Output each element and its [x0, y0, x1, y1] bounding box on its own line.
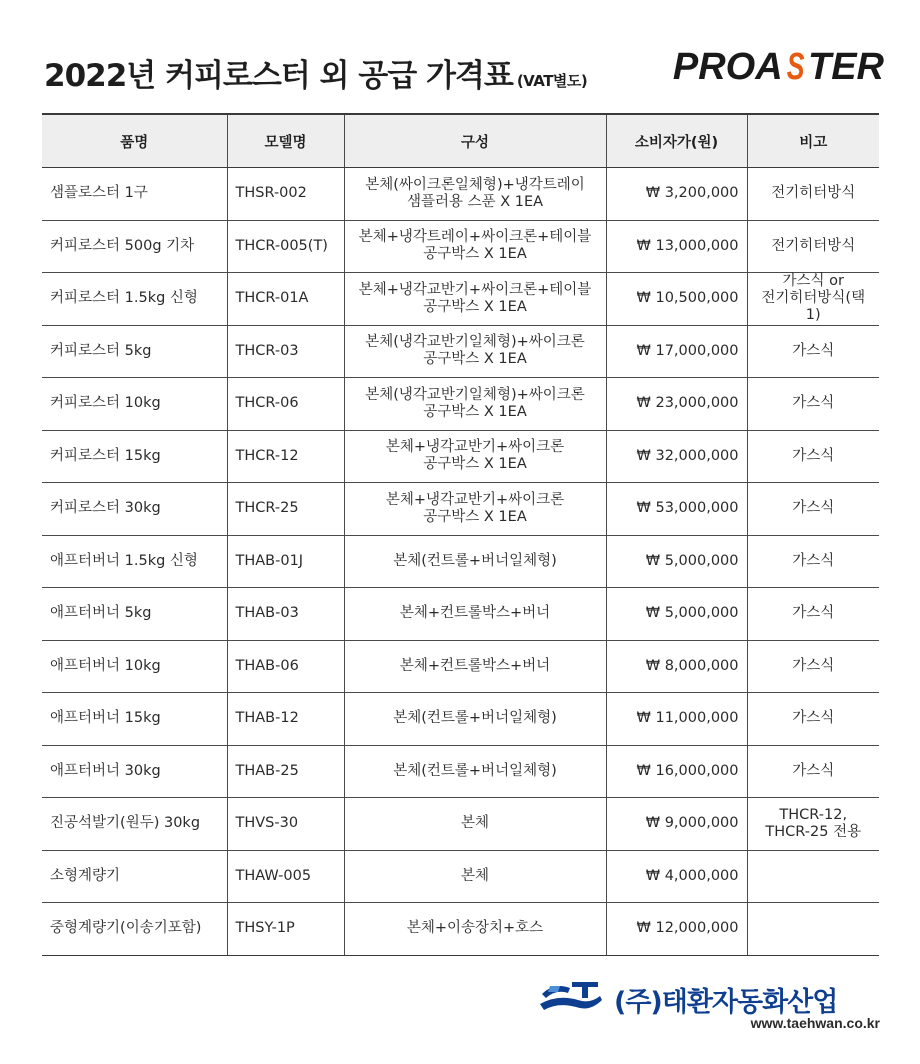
cell-price — [606, 535, 747, 588]
cell-note — [747, 535, 879, 588]
cell-price-text: ₩ 8,000,000 — [645, 657, 739, 674]
cell-note — [747, 640, 879, 693]
cell-note-text: 전기히터방식 — [771, 237, 856, 254]
table-row — [42, 640, 879, 693]
cell-composition-text: 본체+냉각교반기+싸이크론 공구박스 X 1EA — [385, 491, 565, 525]
cell-composition-text: 본체(싸이크론일체형)+냉각트레이 샘플러용 스푼 X 1EA — [365, 176, 585, 210]
cell-note — [747, 693, 879, 746]
cell-price-text: ₩ 4,000,000 — [645, 867, 739, 884]
cell-note-text: 전기히터방식 — [771, 185, 856, 202]
cell-model-text: THSR-002 — [235, 185, 307, 202]
cell-composition — [344, 168, 606, 221]
cell-name-text: 애프터버너 1.5kg 신형 — [50, 552, 198, 569]
cell-price — [606, 325, 747, 378]
cell-price-text: ₩ 53,000,000 — [636, 500, 739, 517]
cell-name-text: 커피로스터 5kg — [50, 342, 152, 359]
cell-model — [227, 693, 344, 746]
cell-composition-text: 본체+냉각교반기+싸이크론+테이블 공구박스 X 1EA — [358, 281, 592, 315]
cell-composition — [344, 430, 606, 483]
cell-price-text: ₩ 16,000,000 — [636, 762, 739, 779]
cell-name — [42, 850, 227, 903]
cell-model — [227, 850, 344, 903]
cell-note-text: 가스식 — [792, 710, 835, 727]
cell-model — [227, 220, 344, 273]
cell-model — [227, 640, 344, 693]
cell-price-text: ₩ 3,200,000 — [645, 185, 739, 202]
company-url: www.taehwan.co.kr — [750, 1015, 880, 1031]
table-row — [42, 535, 879, 588]
cell-model-text: THAW-005 — [235, 867, 312, 884]
cell-name-text: 애프터버너 5kg — [50, 605, 152, 622]
cell-model — [227, 273, 344, 326]
cell-model-text: THSY-1P — [235, 920, 295, 937]
header — [44, 40, 884, 104]
cell-composition-text: 본체 — [460, 867, 489, 884]
cell-model-text: THAB-01J — [235, 552, 304, 569]
table-body — [42, 168, 879, 956]
cell-model-text: THAB-03 — [235, 605, 299, 622]
cell-composition — [344, 378, 606, 431]
cell-note-text: 가스식 — [792, 395, 835, 412]
cell-model — [227, 798, 344, 851]
cell-name — [42, 640, 227, 693]
cell-note — [747, 798, 879, 851]
cell-name-text: 커피로스터 1.5kg 신형 — [50, 290, 198, 307]
column-header-composition: 구성 — [344, 114, 606, 168]
cell-composition-text: 본체(컨트롤+버너일체형) — [393, 762, 557, 779]
cell-composition-text: 본체+컨트롤박스+버너 — [399, 657, 551, 674]
cell-name — [42, 483, 227, 536]
cell-model — [227, 430, 344, 483]
cell-price — [606, 850, 747, 903]
company-name: (주)태환자동화산업 — [614, 987, 838, 1018]
cell-name-text: 커피로스터 10kg — [50, 395, 161, 412]
cell-composition — [344, 273, 606, 326]
cell-name — [42, 378, 227, 431]
cell-name-text: 애프터버너 30kg — [50, 762, 161, 779]
cell-model-text: THAB-06 — [235, 657, 299, 674]
cell-price — [606, 693, 747, 746]
cell-note — [747, 378, 879, 431]
table-row — [42, 693, 879, 746]
cell-price — [606, 378, 747, 431]
cell-name-text: 애프터버너 15kg — [50, 710, 161, 727]
cell-note-text: 가스식 — [792, 605, 835, 622]
cell-price — [606, 273, 747, 326]
cell-model-text: THCR-01A — [235, 290, 309, 307]
cell-note — [747, 483, 879, 536]
cell-name-text: 중형계량기(이송기포함) — [50, 920, 202, 937]
cell-composition — [344, 850, 606, 903]
cell-composition-text: 본체+컨트롤박스+버너 — [399, 605, 551, 622]
cell-price-text: ₩ 12,000,000 — [636, 920, 739, 937]
cell-name-text: 샘플로스터 1구 — [50, 185, 148, 202]
page-title — [44, 50, 587, 95]
cell-model-text: THAB-12 — [235, 710, 299, 727]
cell-name — [42, 745, 227, 798]
cell-name-text: 애프터버너 10kg — [50, 657, 161, 674]
cell-note — [747, 168, 879, 221]
cell-note — [747, 273, 879, 326]
cell-model — [227, 903, 344, 956]
table-row — [42, 168, 879, 221]
table-row — [42, 273, 879, 326]
cell-name — [42, 325, 227, 378]
cell-note-text: 가스식 or 전기히터방식(택1) — [761, 273, 866, 324]
cell-composition — [344, 693, 606, 746]
cell-note — [747, 325, 879, 378]
cell-model-text: THCR-005(T) — [235, 237, 328, 254]
cell-composition — [344, 903, 606, 956]
cell-composition-text: 본체 — [460, 815, 489, 832]
cell-name — [42, 903, 227, 956]
cell-model-text: THVS-30 — [235, 815, 299, 832]
cell-name-text: 커피로스터 500g 기차 — [50, 237, 195, 254]
cell-name — [42, 220, 227, 273]
cell-model — [227, 325, 344, 378]
cell-price-text: ₩ 5,000,000 — [645, 605, 739, 622]
cell-price — [606, 903, 747, 956]
cell-name-text: 커피로스터 30kg — [50, 500, 161, 517]
price-table — [42, 113, 879, 956]
cell-name — [42, 430, 227, 483]
cell-price-text: ₩ 9,000,000 — [645, 815, 739, 832]
table-row — [42, 220, 879, 273]
cell-price — [606, 220, 747, 273]
cell-price-text: ₩ 32,000,000 — [636, 447, 739, 464]
cell-note — [747, 588, 879, 641]
cell-composition-text: 본체(컨트롤+버너일체형) — [393, 552, 557, 569]
cell-composition-text: 본체(컨트롤+버너일체형) — [393, 710, 557, 727]
table-row — [42, 378, 879, 431]
vat-note: (VAT별도) — [516, 72, 588, 90]
cell-model — [227, 168, 344, 221]
column-header-price: 소비자가(원) — [606, 114, 747, 168]
company-footer — [534, 978, 880, 1038]
cell-price-text: ₩ 5,000,000 — [645, 552, 739, 569]
cell-model — [227, 378, 344, 431]
cell-name — [42, 693, 227, 746]
cell-price — [606, 745, 747, 798]
table-row — [42, 745, 879, 798]
cell-composition-text: 본체+냉각트레이+싸이크론+테이블 공구박스 X 1EA — [358, 229, 592, 263]
cell-name — [42, 273, 227, 326]
cell-price-text: ₩ 13,000,000 — [636, 237, 739, 254]
cell-note-text: 가스식 — [792, 552, 835, 569]
cell-name-text: 커피로스터 15kg — [50, 447, 161, 464]
cell-price — [606, 798, 747, 851]
cell-price-text: ₩ 11,000,000 — [636, 710, 739, 727]
column-header-name: 품명 — [42, 114, 227, 168]
cell-composition — [344, 483, 606, 536]
cell-name-text: 진공석발기(원두) 30kg — [50, 815, 201, 832]
column-header-model: 모델명 — [227, 114, 344, 168]
cell-price — [606, 430, 747, 483]
cell-note-text: 가스식 — [792, 342, 835, 359]
cell-note — [747, 850, 879, 903]
cell-note — [747, 220, 879, 273]
cell-model-text: THCR-06 — [235, 395, 299, 412]
cell-note-text: 가스식 — [792, 447, 835, 464]
cell-note — [747, 745, 879, 798]
cell-composition — [344, 640, 606, 693]
cell-name — [42, 588, 227, 641]
table-row — [42, 325, 879, 378]
cell-name — [42, 535, 227, 588]
cell-note-text: 가스식 — [792, 500, 835, 517]
cell-price-text: ₩ 10,500,000 — [636, 290, 739, 307]
cell-name — [42, 798, 227, 851]
cell-name-text: 소형계량기 — [50, 867, 121, 884]
cell-note-text: 가스식 — [792, 657, 835, 674]
cell-composition — [344, 798, 606, 851]
cell-note — [747, 903, 879, 956]
cell-composition — [344, 325, 606, 378]
table-row — [42, 430, 879, 483]
cell-model — [227, 745, 344, 798]
title-text: 2022년 커피로스터 외 공급 가격표 — [44, 58, 513, 94]
table-row — [42, 588, 879, 641]
cell-composition-text: 본체+냉각교반기+싸이크론 공구박스 X 1EA — [385, 439, 565, 473]
table-row — [42, 483, 879, 536]
cell-model — [227, 588, 344, 641]
cell-note-text: 가스식 — [792, 762, 835, 779]
cell-price-text: ₩ 17,000,000 — [636, 342, 739, 359]
cell-composition-text: 본체+이송장치+호스 — [406, 920, 544, 937]
cell-composition-text: 본체(냉각교반기일체형)+싸이크론 공구박스 X 1EA — [365, 334, 585, 368]
cell-note — [747, 430, 879, 483]
column-header-note: 비고 — [747, 114, 879, 168]
cell-model-text: THCR-25 — [235, 500, 299, 517]
cell-composition — [344, 535, 606, 588]
table-row — [42, 903, 879, 956]
cell-price — [606, 640, 747, 693]
cell-model-text: THAB-25 — [235, 762, 299, 779]
cell-model — [227, 535, 344, 588]
proaster-logo: PROA S TER — [672, 46, 884, 88]
cell-model-text: THCR-12 — [235, 447, 299, 464]
table-row — [42, 850, 879, 903]
table-header-row — [42, 114, 879, 168]
cell-price — [606, 483, 747, 536]
taehwan-logo-icon — [538, 980, 608, 1016]
table-row — [42, 798, 879, 851]
cell-price-text: ₩ 23,000,000 — [636, 395, 739, 412]
cell-model — [227, 483, 344, 536]
cell-composition-text: 본체(냉각교반기일체형)+싸이크론 공구박스 X 1EA — [365, 386, 585, 420]
cell-composition — [344, 220, 606, 273]
cell-price — [606, 588, 747, 641]
cell-price — [606, 168, 747, 221]
cell-model-text: THCR-03 — [235, 342, 299, 359]
cell-composition — [344, 588, 606, 641]
cell-composition — [344, 745, 606, 798]
cell-note-text: THCR-12, THCR-25 전용 — [765, 806, 862, 840]
cell-name — [42, 168, 227, 221]
